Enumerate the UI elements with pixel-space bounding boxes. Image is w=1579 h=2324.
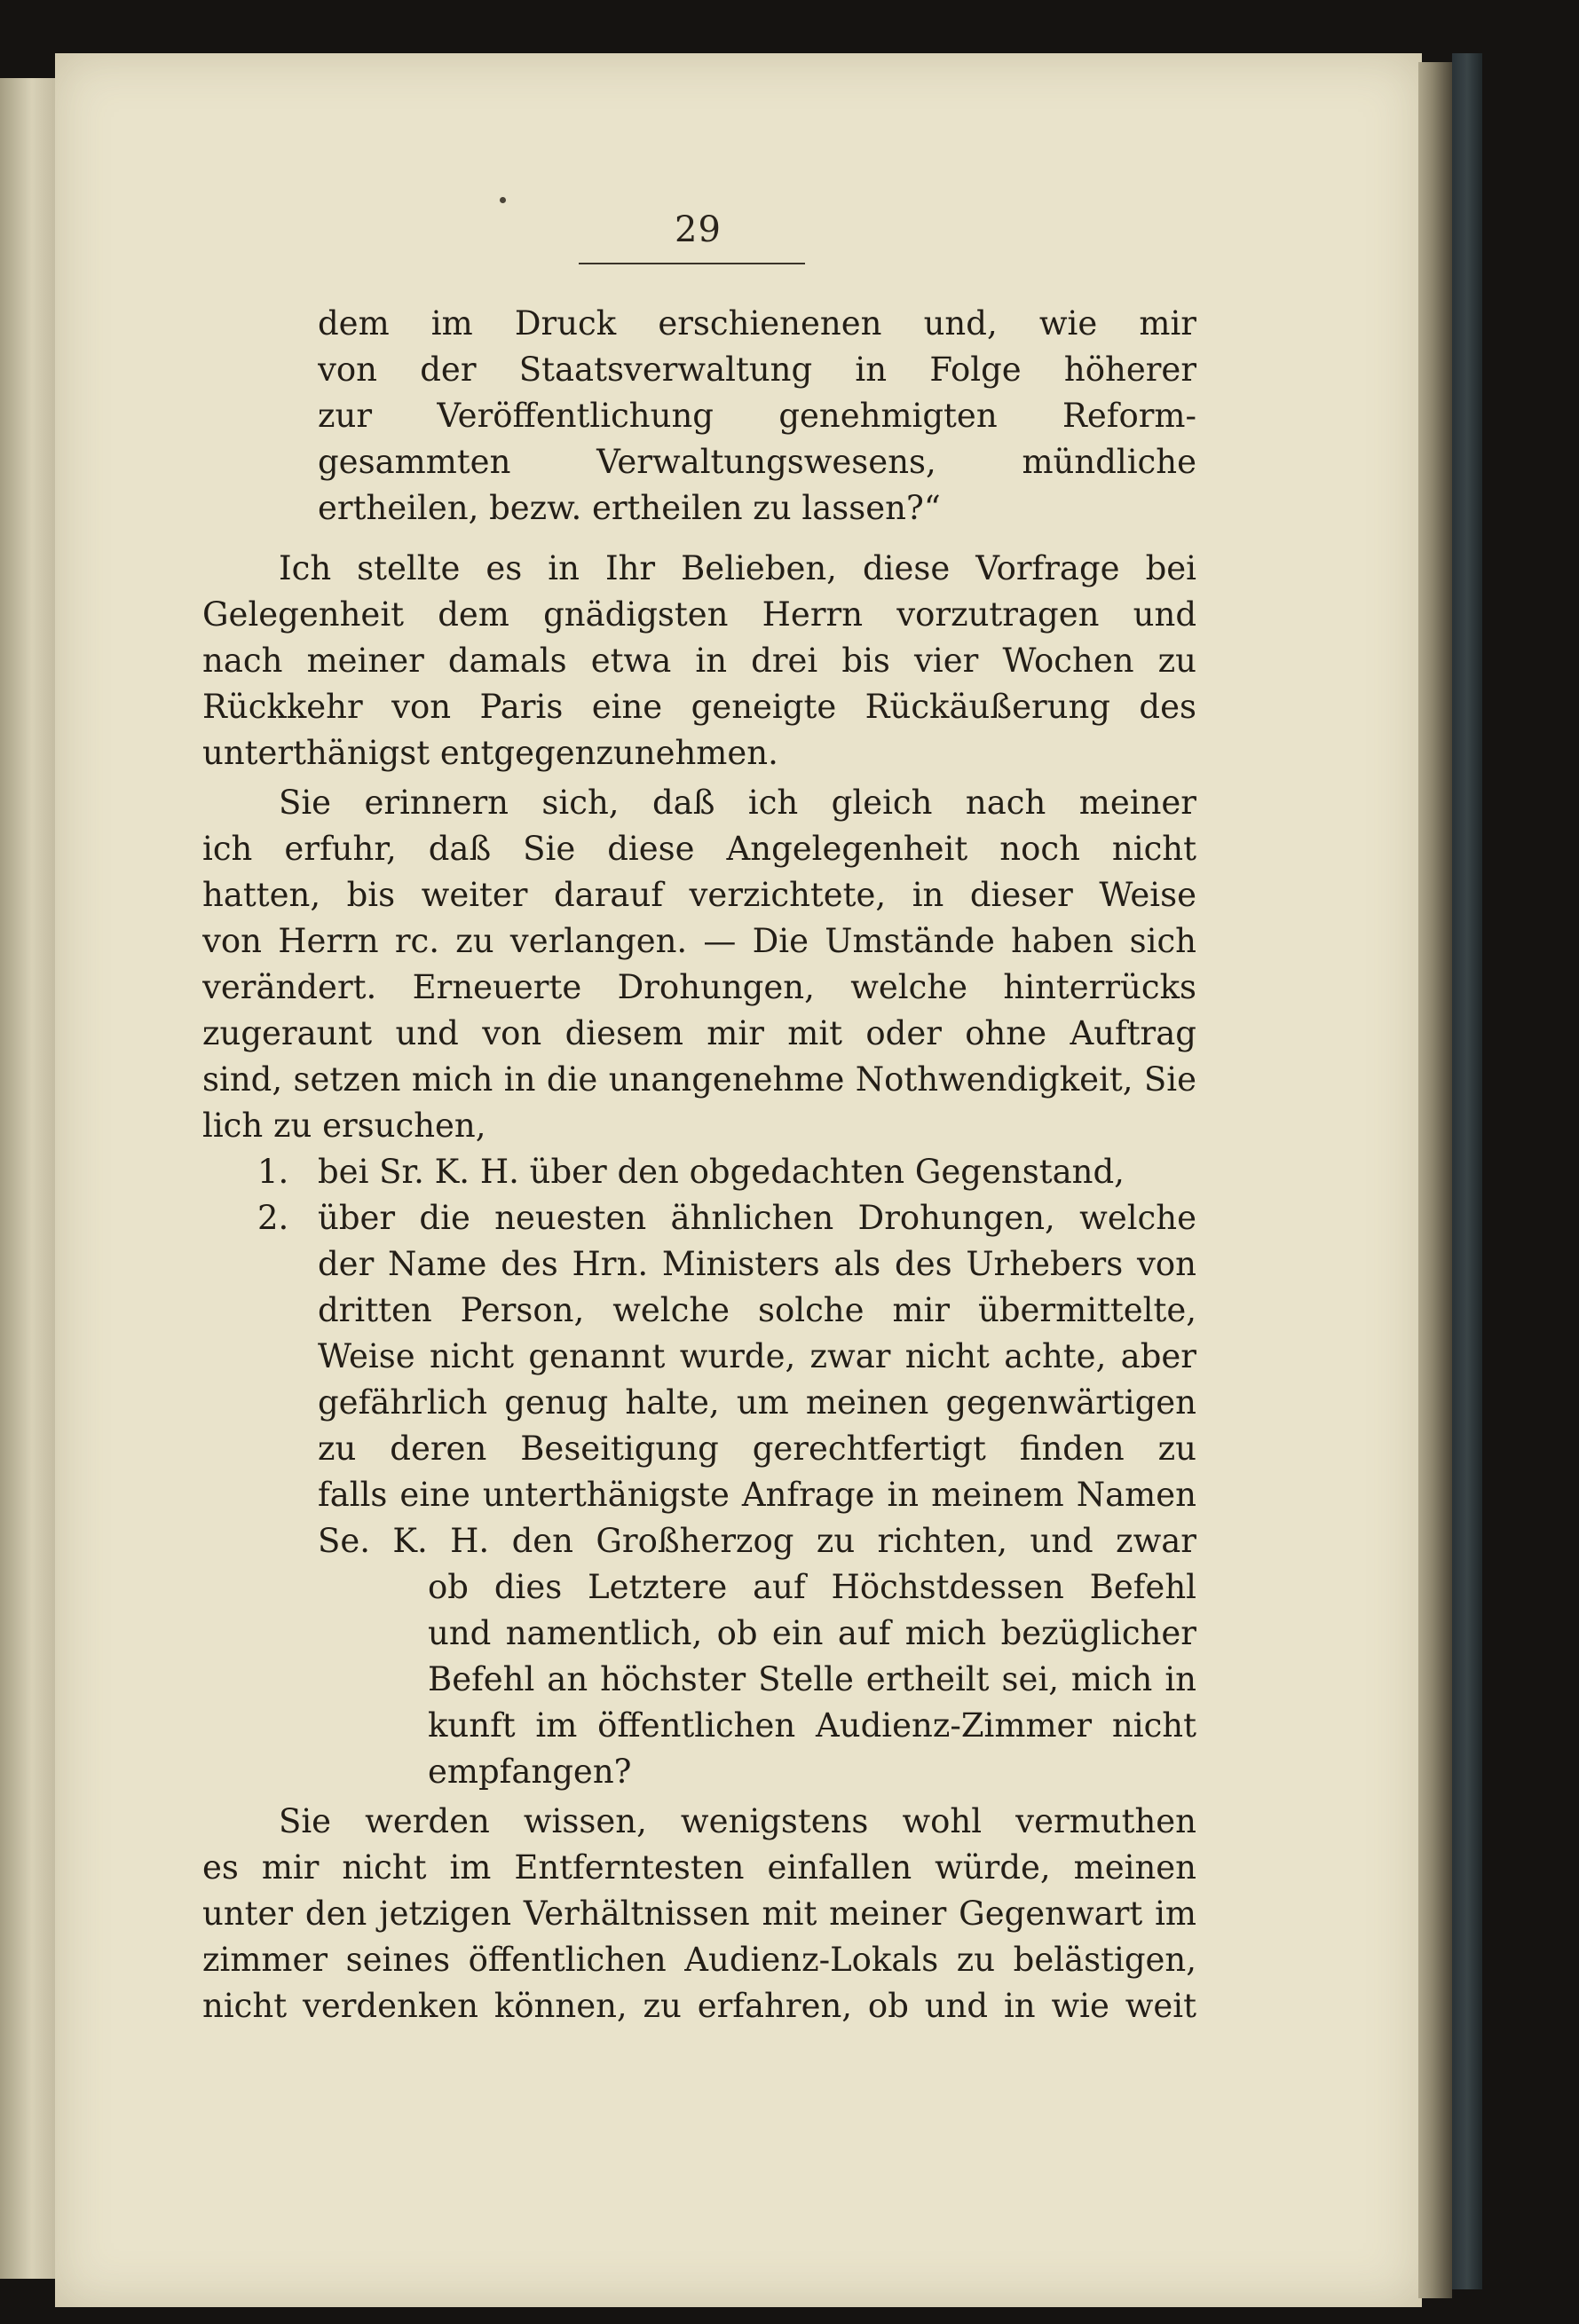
- text-line: Sie erinnern sich, daß ich gleich nach meiner: [279, 784, 1196, 822]
- text-line: Weise nicht genannt wurde, zwar nicht achte, aber: [318, 1337, 1196, 1375]
- text-line: hatten, bis weiter darauf verzichtete, in dieser Weise: [202, 876, 1196, 914]
- text-line: ertheilen, bezw. ertheilen zu lassen?“: [318, 489, 941, 527]
- text-line: Se. K. H. den Großherzog zu richten, und zwar: [318, 1522, 1196, 1560]
- list-item-2-text: über die neuesten ähnlichen Drohungen, welche: [318, 1199, 1196, 1237]
- text-line: verändert. Erneuerte Drohungen, welche hinterrücks: [202, 968, 1196, 1006]
- text-line: Rückkehr von Paris eine geneigte Rückäußerung des: [202, 688, 1196, 726]
- text-line: dritten Person, welche solche mir übermittelte,: [318, 1291, 1196, 1329]
- text-line: lich zu ersuchen,: [202, 1107, 486, 1145]
- text-line: unterthänigst entgegenzunehmen.: [202, 734, 778, 772]
- facing-page-edge: [0, 78, 59, 2279]
- ink-dot: [500, 197, 506, 203]
- text-line: Befehl an höchster Stelle ertheilt sei, mich in: [428, 1660, 1196, 1698]
- text-line: unter den jetzigen Verhältnissen mit meiner Gegenwart im: [202, 1895, 1196, 1933]
- text-line: zimmer seines öffentlichen Audienz-Lokals zu belästigen,: [202, 1941, 1196, 1979]
- list-number-2: 2.: [257, 1199, 289, 1237]
- text-line: gefährlich genug halte, um meinen gegenwärtigen: [318, 1383, 1196, 1422]
- text-line: der Name des Hrn. Ministers als des Urhebers von: [318, 1245, 1196, 1283]
- text-line: Sie werden wissen, wenigstens wohl vermuthen: [279, 1802, 1196, 1840]
- list-item-1-text: bei Sr. K. H. über den obgedachten Gegenstand,: [318, 1153, 1125, 1191]
- text-line: Gelegenheit dem gnädigsten Herrn vorzutragen und: [202, 595, 1196, 634]
- text-line: falls eine unterthänigste Anfrage in meinem Namen: [318, 1476, 1196, 1514]
- text-line: zugeraunt und von diesem mir mit oder ohne Auftrag: [202, 1014, 1196, 1052]
- text-line: und namentlich, ob ein auf mich bezüglicher: [428, 1614, 1196, 1652]
- text-line: zur Veröffentlichung genehmigten Reform-: [318, 397, 1196, 435]
- text-line: nach meiner damals etwa in drei bis vier Wochen zu: [202, 642, 1196, 680]
- text-line: von der Staatsverwaltung in Folge höherer: [318, 351, 1196, 389]
- book-cover-edge: [1452, 53, 1482, 2289]
- text-line: Ich stellte es in Ihr Belieben, diese Vorfrage bei: [279, 549, 1196, 587]
- text-line: zu deren Beseitigung gerechtfertigt finden zu: [318, 1430, 1196, 1468]
- text-line: kunft im öffentlichen Audienz-Zimmer nicht: [428, 1706, 1196, 1745]
- text-line: von Herrn rc. zu verlangen. — Die Umstände haben sich: [202, 922, 1196, 960]
- text-line: gesammten Verwaltungswesens, mündliche: [318, 443, 1196, 481]
- header-rule: [579, 263, 805, 264]
- text-line: empfangen?: [428, 1753, 632, 1791]
- text-line: dem im Druck erschienenen und, wie mir: [318, 304, 1196, 343]
- text-line: ich erfuhr, daß Sie diese Angelegenheit noch nicht: [202, 830, 1196, 868]
- page-stack-edge: [1418, 62, 1452, 2298]
- text-line: es mir nicht im Entferntesten einfallen würde, meinen: [202, 1848, 1196, 1887]
- page-number: 29: [675, 209, 722, 250]
- list-number-1: 1.: [257, 1153, 289, 1191]
- text-line: nicht verdenken können, zu erfahren, ob und in wie weit: [202, 1987, 1196, 2025]
- text-line: sind, setzen mich in die unangenehme Nothwendigkeit, Sie: [202, 1060, 1196, 1099]
- text-line: ob dies Letztere auf Höchstdessen Befehl: [428, 1568, 1196, 1606]
